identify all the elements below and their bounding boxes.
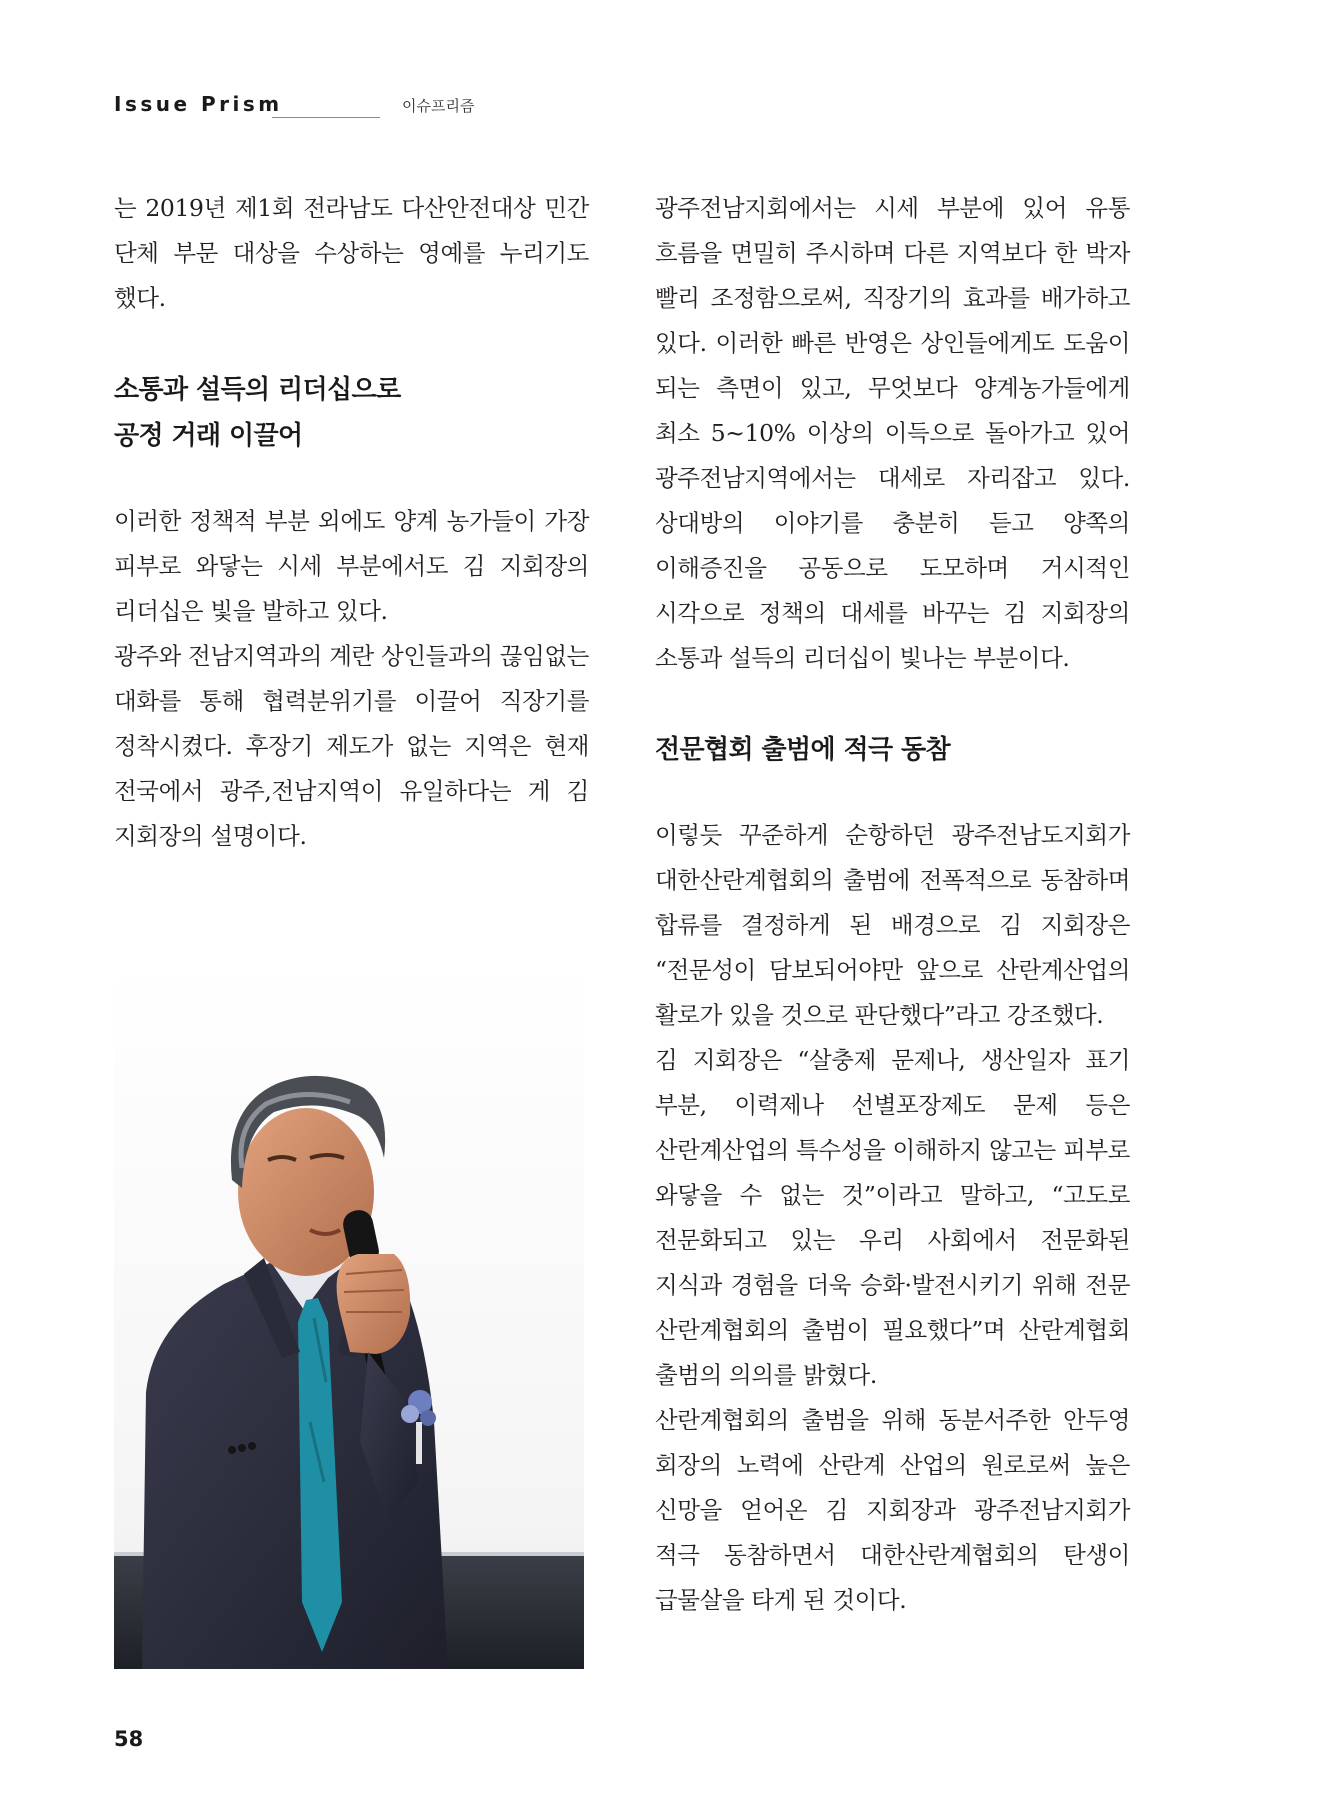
header-section-label: 이슈프리즘: [402, 97, 475, 115]
section-heading-line-2: 공정 거래 이끌어: [114, 421, 303, 451]
body-paragraph: 김 지회장은 “살충제 문제나, 생산일자 표기 부분, 이력제나 선별포장제도 문제 등은 산란계산업의 특수성을 이해하지 않고는 피부로 와닿을 수 없는 것”이라고 말하고, “고도로 전문화되고 있는 우리 사회에서 전문화된 지식과 경험을 더욱 승화·발전시키기 위해 전문 산란계협회의 출범이 필요했다”며 산란계협회 출범의 의의를 밝혔다.: [655, 1046, 1130, 1389]
body-paragraph: 이러한 정책적 부분 외에도 양계 농가들이 가장 피부로 와닿는 시세 부분에서도 김 지회장의 리더십은 빛을 발하고 있다.: [114, 507, 589, 625]
speaker-photo: [114, 962, 584, 1669]
body-paragraph: 이렇듯 꾸준하게 순항하던 광주전남도지회가 대한산란계협회의 출범에 전폭적으로 동참하며 합류를 결정하게 된 배경으로 김 지회장은 “전문성이 담보되어야만 앞으로 산란계산업의 활로가 있을 것으로 판단했다”라고 강조했다.: [655, 821, 1130, 1029]
body-paragraph: 광주전남지회에서는 시세 부분에 있어 유통 흐름을 면밀히 주시하며 다른 지역보다 한 박자 빨리 조정함으로써, 직장기의 효과를 배가하고 있다. 이러한 빠른 반영은 상인들에게도 도움이 되는 측면이 있고, 무엇보다 양계농가들에게 최소 5~10% 이상의 이득으로 돌아가고 있어 광주전남지역에서는 대세로 자리잡고 있다. 상대방의 이야기를 충분히 듣고 양쪽의 이해증진을 공동으로 도모하며 거시적인 시각으로 정책의 대세를 바꾸는 김 지회장의 소통과 설득의 리더십이 빛나는 부분이다.: [655, 194, 1130, 672]
magazine-section-brand: Issue Prism: [114, 92, 283, 116]
intro-paragraph: 는 2019년 제1회 전라남도 다산안전대상 민간 단체 부문 대상을 수상하는 영예를 누리기도 했다.: [114, 194, 589, 312]
header-divider: [272, 117, 380, 118]
section-heading-line-1: 소통과 설득의 리더십으로: [114, 375, 401, 405]
section-heading: 전문협회 출범에 적극 동참: [655, 735, 951, 765]
page-number: 58: [114, 1727, 144, 1751]
section-heading: [114, 367, 589, 459]
left-column: [114, 186, 589, 859]
body-paragraph: 산란계협회의 출범을 위해 동분서주한 안두영 회장의 노력에 산란계 산업의 원로로써 높은 신망을 얻어온 김 지회장과 광주전남지회가 적극 동참하면서 대한산란계협회의 탄생이 급물살을 타게 된 것이다.: [655, 1406, 1130, 1614]
body-paragraph: 광주와 전남지역과의 계란 상인들과의 끊임없는 대화를 통해 협력분위기를 이끌어 직장기를 정착시켰다. 후장기 제도가 없는 지역은 현재 전국에서 광주,전남지역이 유일하다는 게 김 지회장의 설명이다.: [114, 642, 589, 850]
right-column: [655, 186, 1130, 1623]
